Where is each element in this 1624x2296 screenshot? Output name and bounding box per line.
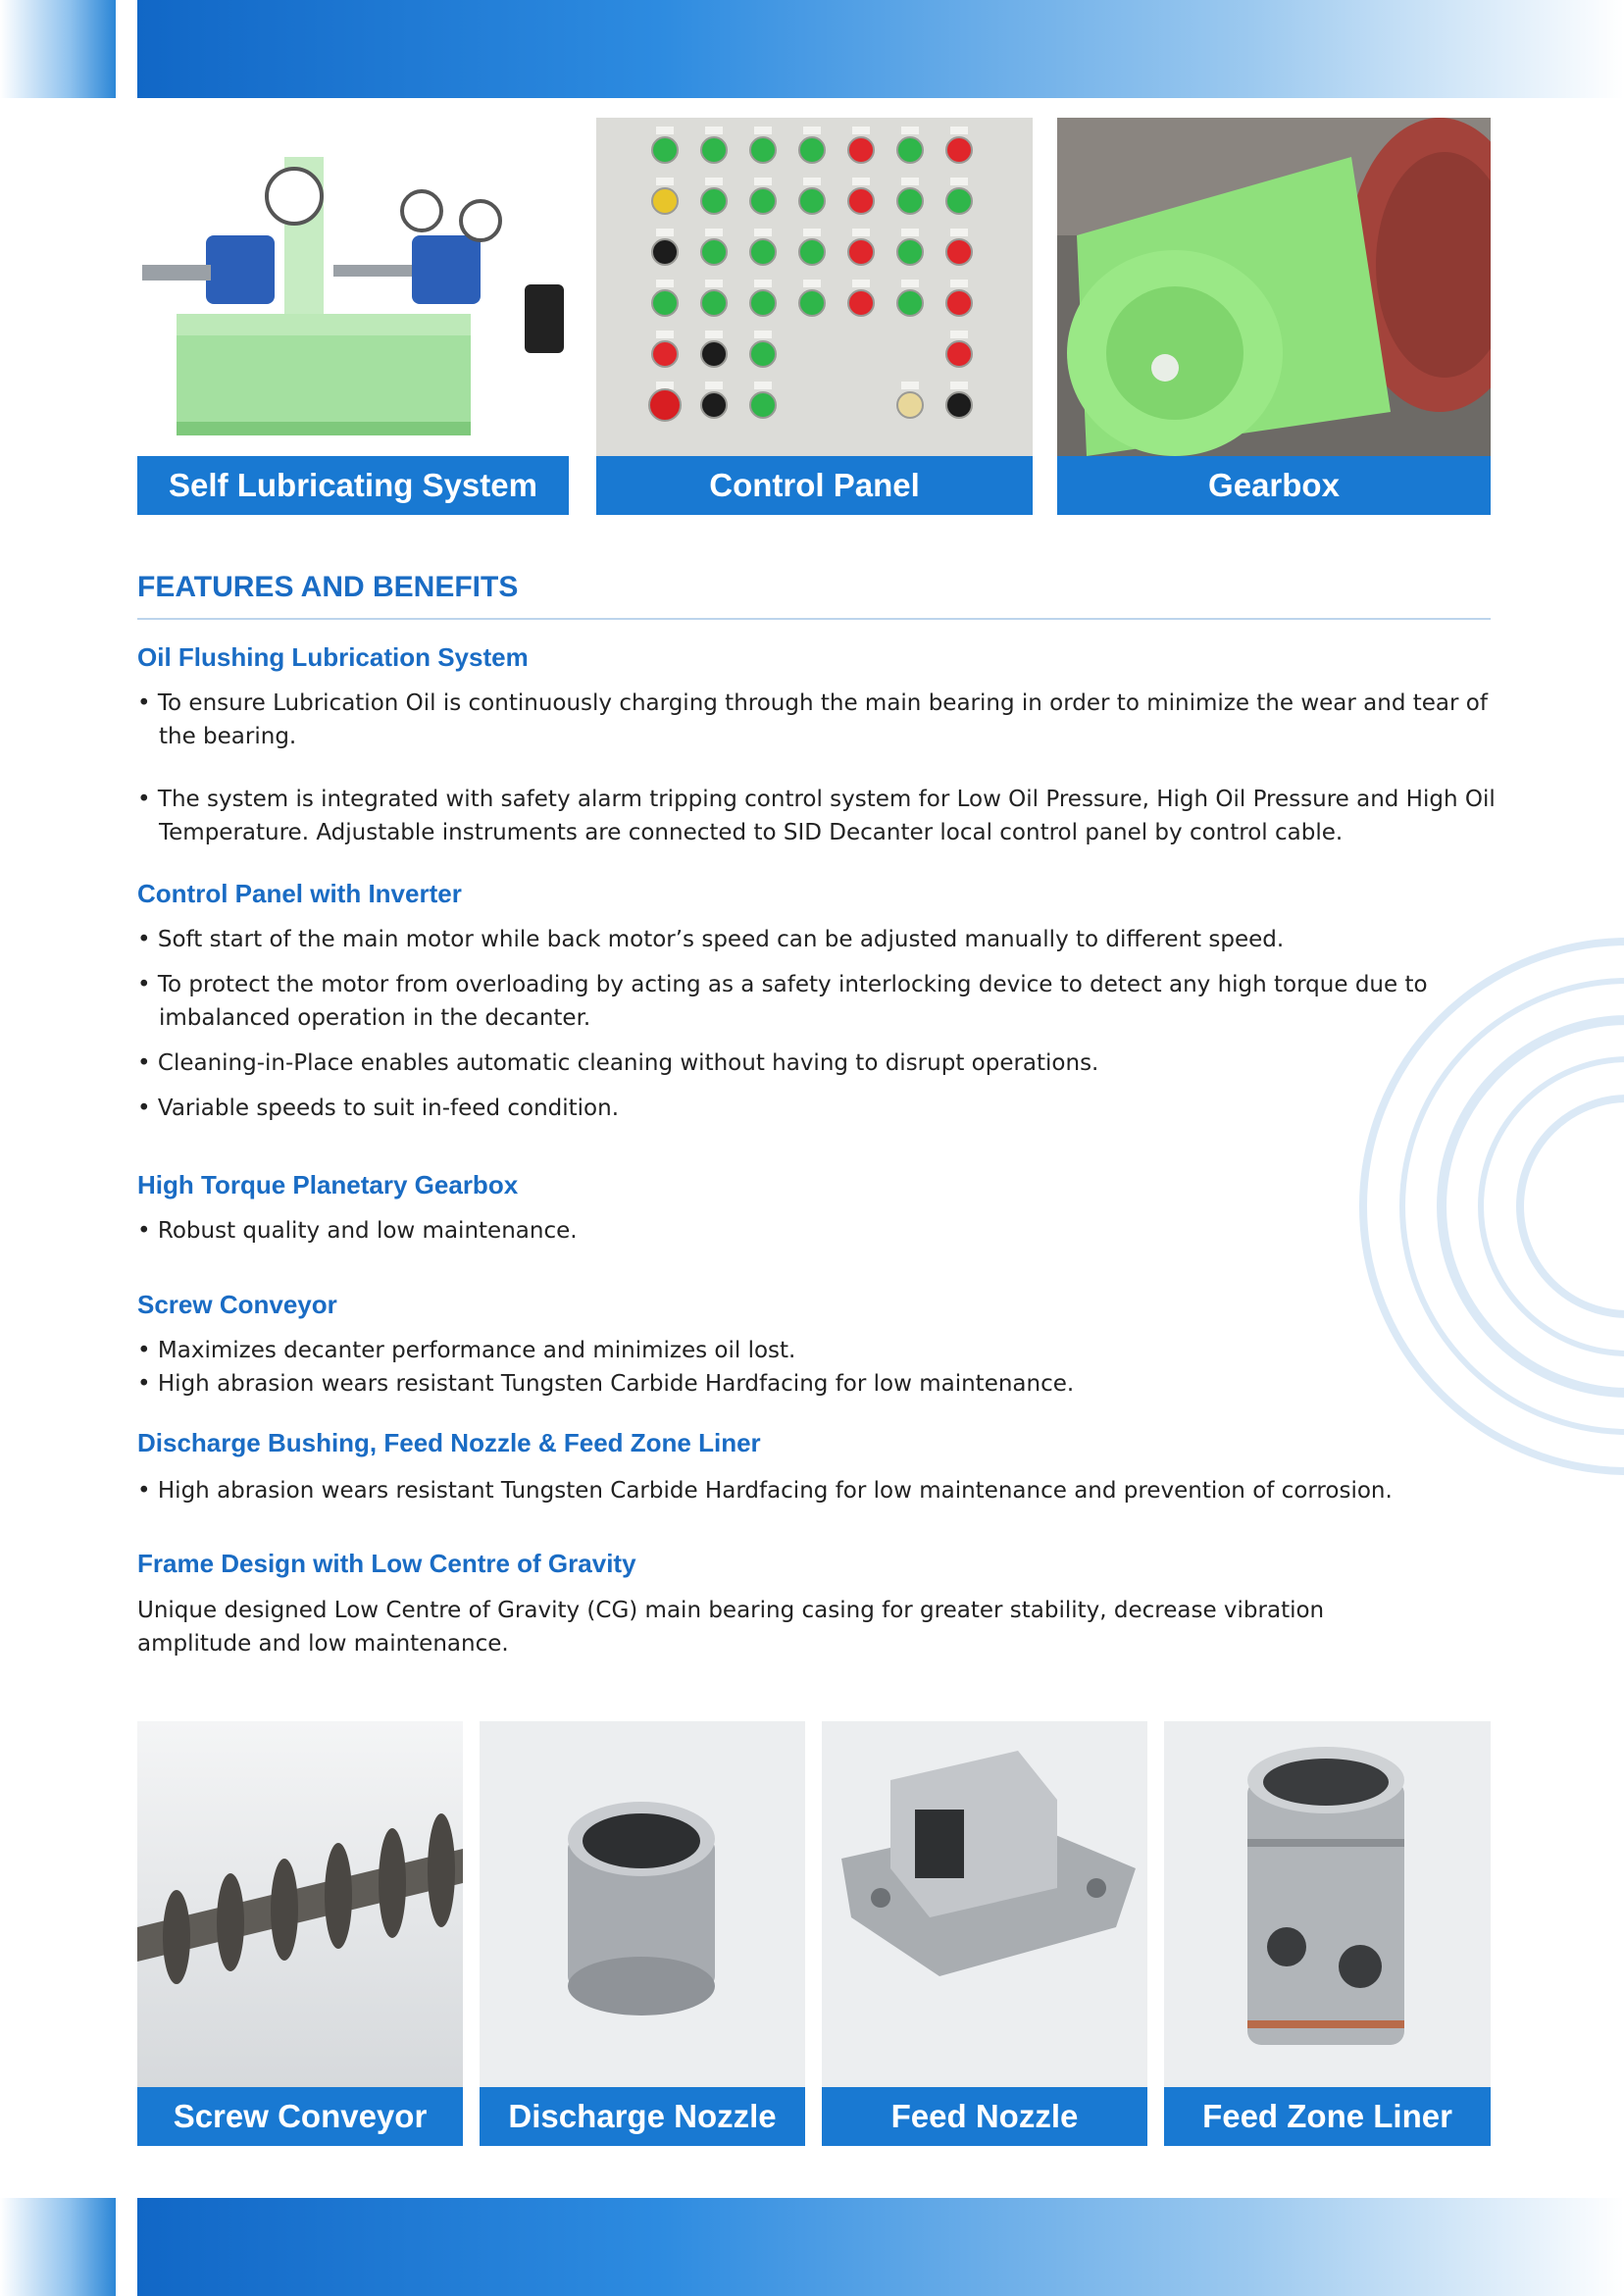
- lamp-label-plate: [656, 127, 674, 134]
- caption-screw-conveyor: Screw Conveyor: [137, 2087, 463, 2146]
- indicator-lamp: [946, 188, 972, 214]
- lamp-label-plate: [754, 331, 772, 338]
- indicator-lamp: [897, 290, 923, 316]
- indicator-lamp: [946, 290, 972, 316]
- indicator-lamp: [701, 137, 727, 163]
- lamp-label-plate: [901, 280, 919, 287]
- gearbox-bullets: [137, 1214, 1510, 1248]
- lamp-label-plate: [901, 127, 919, 134]
- lamp-label-plate: [852, 178, 870, 185]
- tile-gearbox: [1057, 118, 1491, 515]
- lamp-label-plate: [754, 280, 772, 287]
- lamp-label-plate: [705, 178, 723, 185]
- lamp-label-plate: [754, 178, 772, 185]
- indicator-lamp: [750, 188, 776, 214]
- lamp-label-plate: [656, 229, 674, 236]
- indicator-lamp: [799, 188, 825, 214]
- lamp-label-plate: [656, 280, 674, 287]
- tile-screw-conveyor: [137, 1721, 463, 2146]
- discharge-bushing-bullets: [137, 1474, 1510, 1507]
- heading-discharge-bushing: Discharge Bushing, Feed Nozzle & Feed Zone Liner: [137, 1428, 761, 1457]
- lamp-label-plate: [852, 280, 870, 287]
- caption-control-panel: Control Panel: [596, 456, 1033, 515]
- bullet-item: • Robust quality and low maintenance.: [137, 1214, 1510, 1248]
- feed-zone-liner-illustration: [1164, 1721, 1491, 2087]
- lamp-label-plate: [950, 229, 968, 236]
- lubrication-unit-illustration: [137, 118, 569, 456]
- lamp-label-plate: [803, 127, 821, 134]
- lamp-label-plate: [950, 382, 968, 389]
- indicator-lamp: [701, 392, 727, 418]
- caption-feed-zone-liner: Feed Zone Liner: [1164, 2087, 1491, 2146]
- lamp-label-plate: [803, 280, 821, 287]
- indicator-lamp: [946, 137, 972, 163]
- indicator-lamp: [649, 389, 681, 421]
- lamp-label-plate: [852, 127, 870, 134]
- caption-discharge-nozzle: Discharge Nozzle: [480, 2087, 805, 2146]
- caption-self-lubricating-system: Self Lubricating System: [137, 456, 569, 515]
- lamp-label-plate: [656, 331, 674, 338]
- footer-band-accent: [0, 2198, 116, 2296]
- indicator-lamp: [848, 188, 874, 214]
- lamp-label-plate: [803, 178, 821, 185]
- lamp-label-plate: [754, 229, 772, 236]
- heading-gearbox: High Torque Planetary Gearbox: [137, 1170, 519, 1199]
- lamp-label-plate: [754, 127, 772, 134]
- lamp-label-plate: [803, 229, 821, 236]
- indicator-lamp: [652, 290, 678, 316]
- heading-oil-flushing: Oil Flushing Lubrication System: [137, 642, 529, 672]
- indicator-lamp: [848, 290, 874, 316]
- heading-frame-design: Frame Design with Low Centre of Gravity: [137, 1549, 636, 1578]
- tile-feed-zone-liner: [1164, 1721, 1491, 2146]
- tile-control-panel: [596, 118, 1033, 515]
- indicator-lamp: [750, 290, 776, 316]
- frame-design-text: Unique designed Low Centre of Gravity (CG) main bearing casing for greater stability, decrease vibration amplitude and low maintenance.: [137, 1598, 1325, 1657]
- caption-gearbox: Gearbox: [1057, 456, 1491, 515]
- indicator-lamp: [799, 239, 825, 265]
- indicator-lamp: [946, 341, 972, 367]
- lamp-label-plate: [852, 229, 870, 236]
- indicator-lamp: [750, 239, 776, 265]
- indicator-lamp: [946, 392, 972, 418]
- bullet-item: • High abrasion wears resistant Tungsten Carbide Hardfacing for low maintenance.: [137, 1367, 1510, 1401]
- lamp-label-plate: [950, 178, 968, 185]
- lamp-label-plate: [901, 229, 919, 236]
- indicator-lamp: [701, 239, 727, 265]
- lamp-label-plate: [705, 280, 723, 287]
- lamp-label-plate: [754, 382, 772, 389]
- title-divider: [137, 618, 1491, 620]
- lamp-label-plate: [705, 229, 723, 236]
- indicator-lamp: [652, 188, 678, 214]
- bullet-item: • Soft start of the main motor while back motor’s speed can be adjusted manually to different speed.: [137, 923, 1510, 956]
- indicator-lamp: [848, 137, 874, 163]
- lamp-label-plate: [950, 280, 968, 287]
- bullet-item: • The system is integrated with safety alarm tripping control system for Low Oil Pressure, High Oil Pressure and High Oil Temperature. Adjustable instruments are connected to SID Decanter local control panel by control cable.: [137, 783, 1510, 849]
- control-panel-illustration: [596, 118, 1033, 456]
- indicator-lamp: [946, 239, 972, 265]
- indicator-lamp: [799, 137, 825, 163]
- bullet-item: • Variable speeds to suit in-feed condition.: [137, 1092, 1510, 1125]
- lamp-label-plate: [901, 382, 919, 389]
- lamp-label-plate: [950, 331, 968, 338]
- tile-feed-nozzle: [822, 1721, 1147, 2146]
- bullet-item: • Maximizes decanter performance and minimizes oil lost.: [137, 1334, 1510, 1367]
- indicator-lamp: [750, 392, 776, 418]
- lamp-label-plate: [705, 127, 723, 134]
- caption-feed-nozzle: Feed Nozzle: [822, 2087, 1147, 2146]
- tile-self-lubricating-system: [137, 118, 569, 515]
- lamp-label-plate: [656, 382, 674, 389]
- features-title: FEATURES AND BENEFITS: [137, 571, 519, 603]
- indicator-lamp: [701, 290, 727, 316]
- lamp-label-plate: [705, 382, 723, 389]
- lamp-label-plate: [950, 127, 968, 134]
- bullet-item: • High abrasion wears resistant Tungsten Carbide Hardfacing for low maintenance and prevention of corrosion.: [137, 1474, 1510, 1507]
- indicator-lamp: [897, 392, 923, 418]
- indicator-lamp: [799, 290, 825, 316]
- bullet-item: • To protect the motor from overloading by acting as a safety interlocking device to detect any high torque due to imbalanced operation in the decanter.: [137, 968, 1510, 1035]
- heading-screw-conveyor: Screw Conveyor: [137, 1290, 337, 1319]
- tile-discharge-nozzle: [480, 1721, 805, 2146]
- header-band: [0, 0, 1624, 98]
- indicator-lamp: [897, 188, 923, 214]
- bullet-item: • Cleaning-in-Place enables automatic cleaning without having to disrupt operations.: [137, 1046, 1510, 1080]
- header-band-gradient: [137, 0, 1624, 98]
- indicator-lamp: [750, 137, 776, 163]
- indicator-lamp: [701, 341, 727, 367]
- indicator-lamp: [652, 239, 678, 265]
- discharge-nozzle-illustration: [480, 1721, 805, 2087]
- indicator-lamp: [652, 341, 678, 367]
- gearbox-illustration: [1057, 118, 1491, 456]
- indicator-lamp: [750, 341, 776, 367]
- screw-conveyor-illustration: [137, 1721, 463, 2087]
- feed-nozzle-illustration: [822, 1721, 1147, 2087]
- indicator-lamp: [652, 137, 678, 163]
- bullet-item: • To ensure Lubrication Oil is continuously charging through the main bearing in order to minimize the wear and tear of the bearing.: [137, 687, 1510, 753]
- footer-band: [0, 2198, 1624, 2296]
- indicator-lamp: [848, 239, 874, 265]
- heading-control-panel-inverter: Control Panel with Inverter: [137, 879, 462, 908]
- lamp-label-plate: [705, 331, 723, 338]
- header-band-accent: [0, 0, 116, 98]
- oil-flushing-bullets: [137, 687, 1510, 849]
- control-panel-bullets: [137, 923, 1510, 1125]
- lamp-label-plate: [656, 178, 674, 185]
- footer-band-gradient: [137, 2198, 1624, 2296]
- lamp-label-plate: [901, 178, 919, 185]
- indicator-lamp: [897, 137, 923, 163]
- indicator-lamp: [897, 239, 923, 265]
- screw-conveyor-bullets: [137, 1334, 1510, 1401]
- indicator-lamp: [701, 188, 727, 214]
